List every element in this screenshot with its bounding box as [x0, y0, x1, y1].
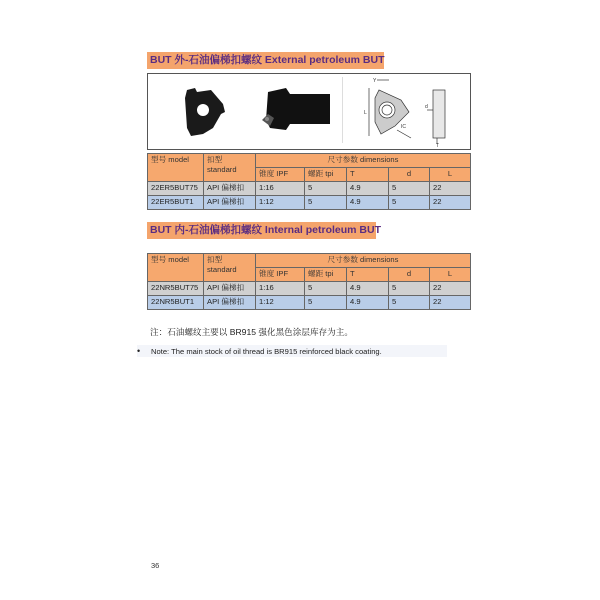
header-taper: 锥度 IPF [256, 168, 305, 182]
header-model: 型号 model [148, 254, 204, 282]
cell-model: 22NR5BUT1 [148, 296, 204, 310]
spec-table-external [147, 153, 471, 210]
cell-taper: 1:16 [256, 182, 305, 196]
threading-insert-icon [181, 84, 231, 139]
note-english-text: Note: The main stock of oil thread is BR915 reinforced black coating. [151, 347, 382, 356]
svg-text:T: T [436, 143, 440, 148]
cell-L: 22 [430, 282, 471, 296]
cell-pitch: 5 [305, 282, 347, 296]
cell-pitch: 5 [305, 196, 347, 210]
cell-taper: 1:12 [256, 296, 305, 310]
header-pitch: 螺距 tpi [305, 168, 347, 182]
spec-table-internal [147, 253, 471, 310]
cell-T: 4.9 [347, 196, 389, 210]
table-row [148, 296, 471, 310]
header-standard-cn: 扣型 [207, 155, 223, 164]
header-T: T [347, 268, 389, 282]
cell-pitch: 5 [305, 296, 347, 310]
table-row [148, 282, 471, 296]
cell-d: 5 [389, 196, 430, 210]
cell-standard: API 偏梯扣 [204, 282, 256, 296]
header-pitch: 螺距 tpi [305, 268, 347, 282]
header-dimensions: 尺寸参数 dimensions [256, 254, 471, 268]
cell-standard: API 偏梯扣 [204, 296, 256, 310]
header-L: L [430, 268, 471, 282]
header-standard-cn: 扣型 [207, 255, 223, 264]
section-title-external: BUT 外-石油偏梯扣螺纹 External petroleum BUT [147, 52, 384, 69]
cell-T: 4.9 [347, 282, 389, 296]
header-dimensions: 尺寸参数 dimensions [256, 154, 471, 168]
cell-model: 22ER5BUT1 [148, 196, 204, 210]
header-L: L [430, 168, 471, 182]
cell-L: 22 [430, 296, 471, 310]
header-standard-en: standard [207, 165, 237, 174]
note-chinese: 注：石油螺纹主要以 BR915 强化黑色涂层库存为主。 [150, 327, 353, 337]
cell-T: 4.9 [347, 182, 389, 196]
header-standard [204, 254, 256, 282]
header-d: d [389, 268, 430, 282]
cell-T: 4.9 [347, 296, 389, 310]
svg-text:IC: IC [401, 124, 406, 130]
table-row [148, 182, 471, 196]
cell-d: 5 [389, 182, 430, 196]
cell-model: 22NR5BUT75 [148, 282, 204, 296]
cell-L: 22 [430, 182, 471, 196]
header-model: 型号 model [148, 154, 204, 182]
image-divider [342, 77, 343, 143]
svg-text:L: L [364, 110, 367, 116]
section-title-internal: BUT 内-石油偏梯扣螺纹 Internal petroleum BUT [147, 222, 376, 239]
product-image-panel [147, 73, 471, 150]
cell-L: 22 [430, 196, 471, 210]
cell-d: 5 [389, 296, 430, 310]
page-number: 36 [151, 561, 160, 570]
note-english [137, 345, 447, 357]
cell-standard: API 偏梯扣 [204, 196, 256, 210]
dimension-drawing-icon [353, 76, 463, 148]
cell-d: 5 [389, 282, 430, 296]
table-row [148, 196, 471, 210]
svg-text:Y: Y [373, 78, 377, 84]
cell-standard: API 偏梯扣 [204, 182, 256, 196]
header-d: d [389, 168, 430, 182]
cell-taper: 1:12 [256, 196, 305, 210]
cell-taper: 1:16 [256, 282, 305, 296]
svg-text:d: d [425, 104, 428, 110]
header-taper: 锥度 IPF [256, 268, 305, 282]
header-standard-en: standard [207, 265, 237, 274]
cell-model: 22ER5BUT75 [148, 182, 204, 196]
header-standard [204, 154, 256, 182]
bullet-icon: • [137, 346, 141, 356]
cell-pitch: 5 [305, 182, 347, 196]
tool-holder-icon [258, 86, 338, 131]
header-T: T [347, 168, 389, 182]
